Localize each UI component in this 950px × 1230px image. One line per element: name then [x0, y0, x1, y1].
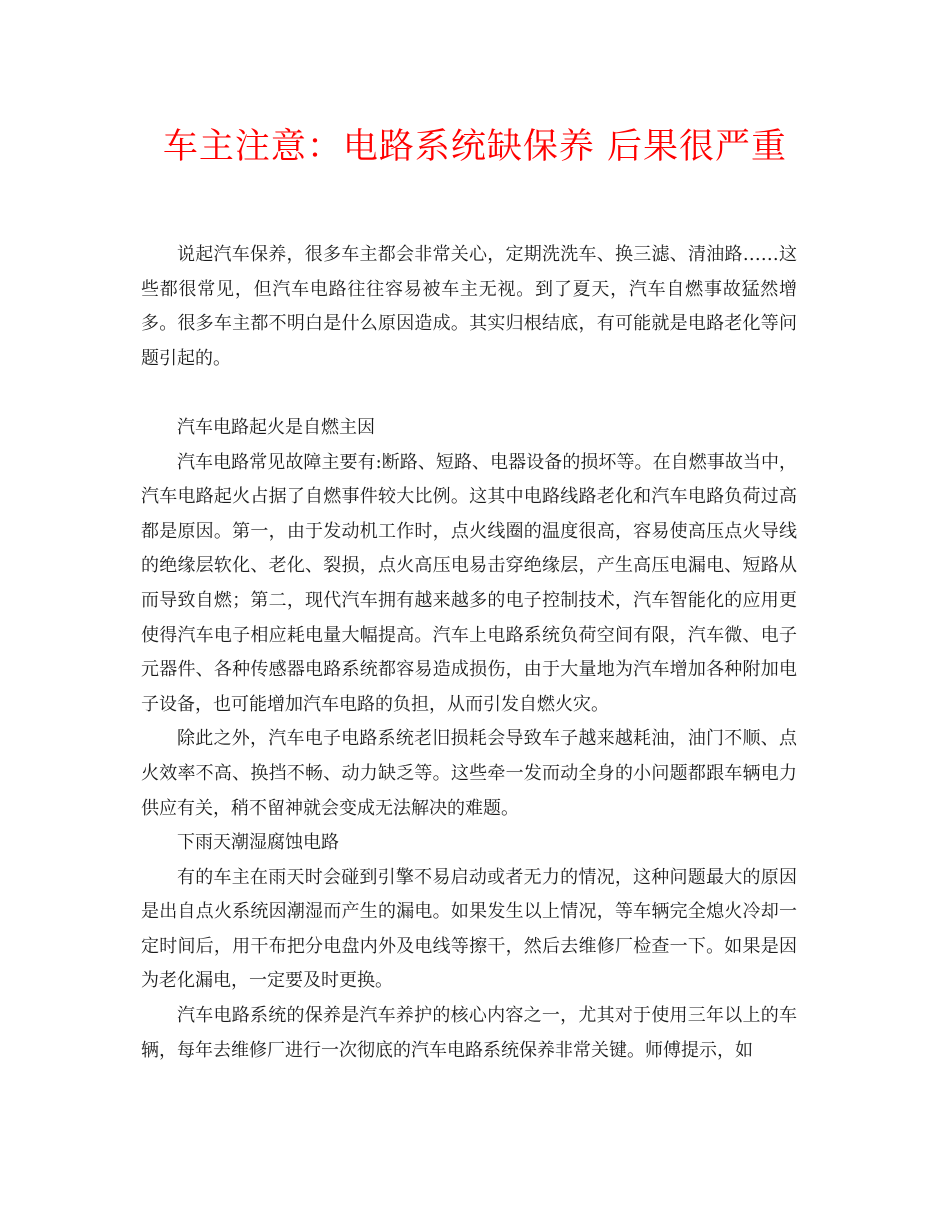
paragraph-maintenance: 汽车电路系统的保养是汽车养护的核心内容之一，尤其对于使用三年以上的车辆，每年去维修厂进行一次彻底的汽车电路系统保养非常关键。师傅提示，如: [141, 1005, 797, 1061]
paragraph-wear-effects: 除此之外，汽车电子电路系统老旧损耗会导致车子越来越耗油，油门不顺、点火效率不高、换挡不畅、动力缺乏等。这些牵一发而动全身的小问题都跟车辆电力供应有关，稍不留神就会变成无法解决的难题。: [141, 728, 797, 819]
section-heading-rain: 下雨天潮湿腐蚀电路: [177, 832, 339, 854]
paragraph-common-faults: 汽车电路常见故障主要有:断路、短路、电器设备的损坏等。在自燃事故当中，汽车电路起火占据了自燃事件较大比例。这其中电路线路老化和汽车电路负荷过高都是原因。第一，由于发动机工作时，点火线圈的温度很高，容易使高压点火导线的绝缘层软化、老化、裂损，点火高压电易击穿绝缘层，产生高压电漏电、短路从而导致自燃；第二，现代汽车拥有越来越多的电子控制技术，汽车智能化的应用更使得汽车电子相应耗电量大幅提高。汽车上电路系统负荷空间有限，汽车微、电子元器件、各种传感器电路系统都容易造成损伤，由于大量地为汽车增加各种附加电子设备，也可能增加汽车电路的负担，从而引发自燃火灾。: [141, 451, 797, 715]
section-heading-fire-cause: 汽车电路起火是自燃主因: [177, 416, 375, 438]
document-body: [141, 238, 797, 1068]
document-title: 车主注意：电路系统缺保养 后果很严重: [162, 127, 788, 167]
paragraph-rain-leakage: 有的车主在雨天时会碰到引擎不易启动或者无力的情况，这种问题最大的原因是出自点火系统因潮湿而产生的漏电。如果发生以上情况，等车辆完全熄火冷却一定时间后，用干布把分电盘内外及电线等擦干，然后去维修厂检查一下。如果是因为老化漏电，一定要及时更换。: [141, 866, 797, 992]
paragraph-intro: 说起汽车保养，很多车主都会非常关心，定期洗洗车、换三滤、清油路……这些都很常见，但汽车电路往往容易被车主无视。到了夏天，汽车自燃事故猛然增多。很多车主都不明白是什么原因造成。其实归根结底，有可能就是电路老化等问题引起的。: [141, 244, 797, 369]
